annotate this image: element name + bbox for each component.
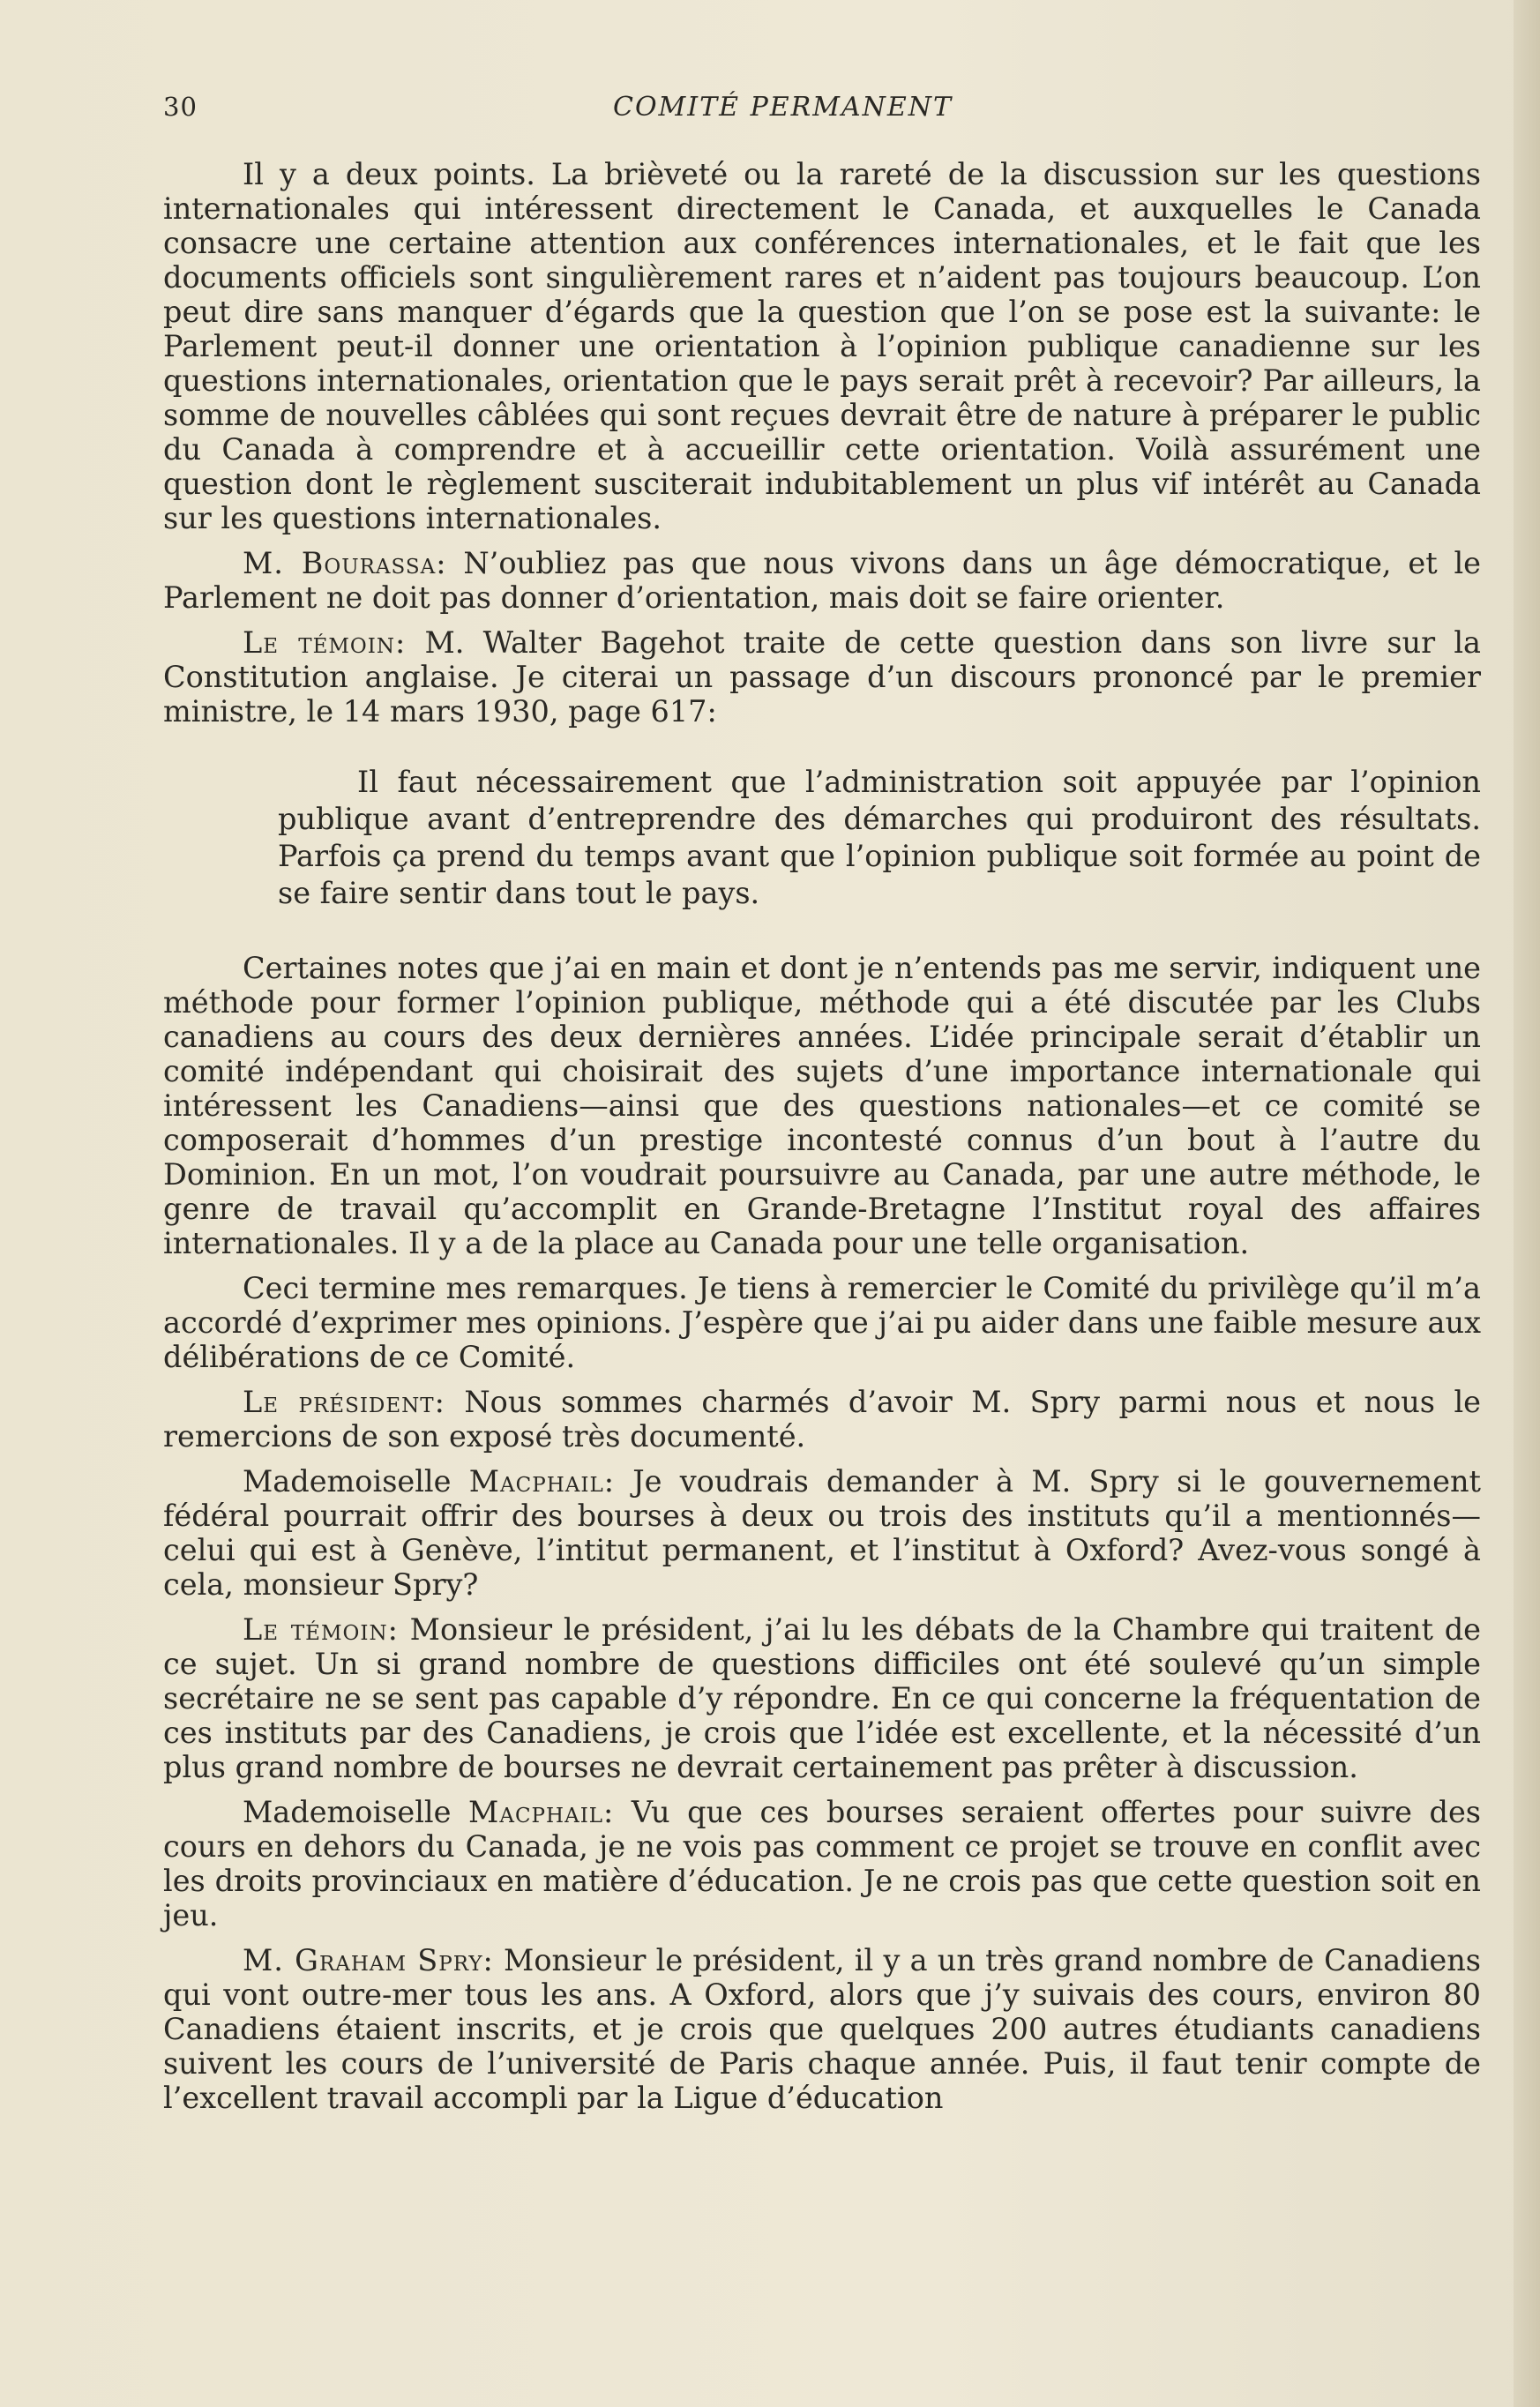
speech-text: N’oubliez pas que nous vivons dans un âge démocratique, et le Parlement ne doit pas donner d’orientation, mais doit se faire orienter. (163, 546, 1482, 615)
page-header (163, 88, 1486, 132)
body-text (163, 157, 1481, 2115)
speaker-name: Le témoin: (243, 625, 407, 660)
speech-text: Vu que ces bourses seraient offertes pour suivre des cours en dehors du Canada, je ne vois pas comment ce projet se trouve en conflit avec les droits provinciaux en matière d’éducation. Je ne crois pas que cette question soit en jeu. (163, 1795, 1481, 1932)
speech-text: Je voudrais demander à M. Spry si le gouvernement fédéral pourrait offrir des bourses à deux ou trois des instituts qu’il a mentionnés—celui qui est à Genève, l’intitut permanent, et l’institut à Oxford? Avez-vous songé à cela, monsieur Spry? (163, 1464, 1481, 1602)
page-number: 30 (163, 92, 198, 122)
speech-text: Monsieur le président, il y a un très grand nombre de Canadiens qui vont outre-mer tous les ans. A Oxford, alors que j’y suivais des cours, environ 80 Canadiens étaient inscrits, et je crois que quelques 200 autres étudiants canadiens suivent les cours de l’université de Paris chaque année. Puis, il faut tenir compte de l’excellent travail accompli par la Ligue d’éducation (163, 1943, 1481, 2115)
speaker-prefix: Mademoiselle (243, 1795, 469, 1829)
block-quote: Il faut nécessairement que l’administration soit appuyée par l’opinion publique avant d’entreprendre des démarches qui produiront des résultats. Parfois ça prend du temps avant que l’opinion publique soit formée au point de se faire sentir dans tout le pays. (278, 765, 1481, 910)
paragraph-macphail-2 (163, 1795, 1481, 1932)
speaker-prefix: Mademoiselle (243, 1464, 469, 1499)
running-head: COMITÉ PERMANENT (613, 92, 953, 123)
speech-text: Monsieur le président, j’ai lu les débats de la Chambre qui traitent de ce sujet. Un si grand nombre de questions difficiles ont été soulevé qu’un simple secrétaire ne se sent pas capable d’y répondre. En ce qui concerne la fréquentation de ces instituts par des Canadiens, je crois que l’idée est excellente, et la nécessité d’un plus grand nombre de bourses ne devrait certainement pas prêter à discussion. (163, 1612, 1482, 1784)
speaker-name: Macphail: (468, 1795, 615, 1829)
paragraph-macphail-1 (163, 1464, 1481, 1602)
speaker-name: Le témoin: (243, 1612, 399, 1647)
paragraph-temoin-1 (163, 625, 1481, 729)
speech-text: Nous sommes charmés d’avoir M. Spry parmi nous et nous le remercions de son exposé très documenté. (163, 1385, 1481, 1454)
page-edge (1514, 0, 1540, 2407)
paragraph-president (163, 1385, 1481, 1454)
speaker-name: M. Bourassa: (243, 546, 447, 580)
speaker-name: Le président: (243, 1385, 445, 1419)
paragraph-temoin-2 (163, 1612, 1481, 1784)
speaker-name: Macphail: (468, 1464, 616, 1499)
paragraph-remarks: Ceci termine mes remarques. Je tiens à remercier le Comité du privilège qu’il m’a accordé d’exprimer mes opinions. J’espère que j’ai pu aider dans une faible mesure aux délibérations de ce Comité. (163, 1271, 1481, 1374)
speaker-name: M. Graham Spry: (243, 1943, 494, 1977)
speech-text: M. Walter Bagehot traite de cette question dans son livre sur la Constitution anglaise. Je citerai un passage d’un discours prononcé par le premier ministre, le 14 mars 1930, page 617: (163, 625, 1482, 729)
paragraph-bourassa (163, 546, 1481, 615)
paragraph-notes: Certaines notes que j’ai en main et dont je n’entends pas me servir, indiquent une méthode pour former l’opinion publique, méthode qui a été discutée par les Clubs canadiens au cours des deux dernières années. L’idée principale serait d’établir un comité indépendant qui choisirait des sujets d’une importance internationale qui intéressent les Canadiens—ainsi que des questions nationales—et ce comité se composerait d’hommes d’un prestige incontesté connus d’un bout à l’autre du Dominion. En un mot, l’on voudrait poursuivre au Canada, par une autre méthode, le genre de travail qu’accomplit en Grande-Bretagne l’Institut royal des affaires internationales. Il y a de la place au Canada pour une telle organisation. (163, 951, 1481, 1260)
paragraph-spry (163, 1943, 1481, 2115)
paragraph-1: Il y a deux points. La brièveté ou la rareté de la discussion sur les questions internationales qui intéressent directement le Canada, et auxquelles le Canada consacre une certaine attention aux conférences internationales, et le fait que les documents officiels sont singulièrement rares et n’aident pas toujours beaucoup. L’on peut dire sans manquer d’égards que la question que l’on se pose est la suivante: le Parlement peut-il donner une orientation à l’opinion publique canadienne sur les questions internationales, orientation que le pays serait prêt à recevoir? Par ailleurs, la somme de nouvelles câblées qui sont reçues devrait être de nature à préparer le public du Canada à comprendre et à accueillir cette orientation. Voilà assurément une question dont le règlement susciterait indubitablement un plus vif intérêt au Canada sur les questions internationales. (163, 157, 1481, 535)
